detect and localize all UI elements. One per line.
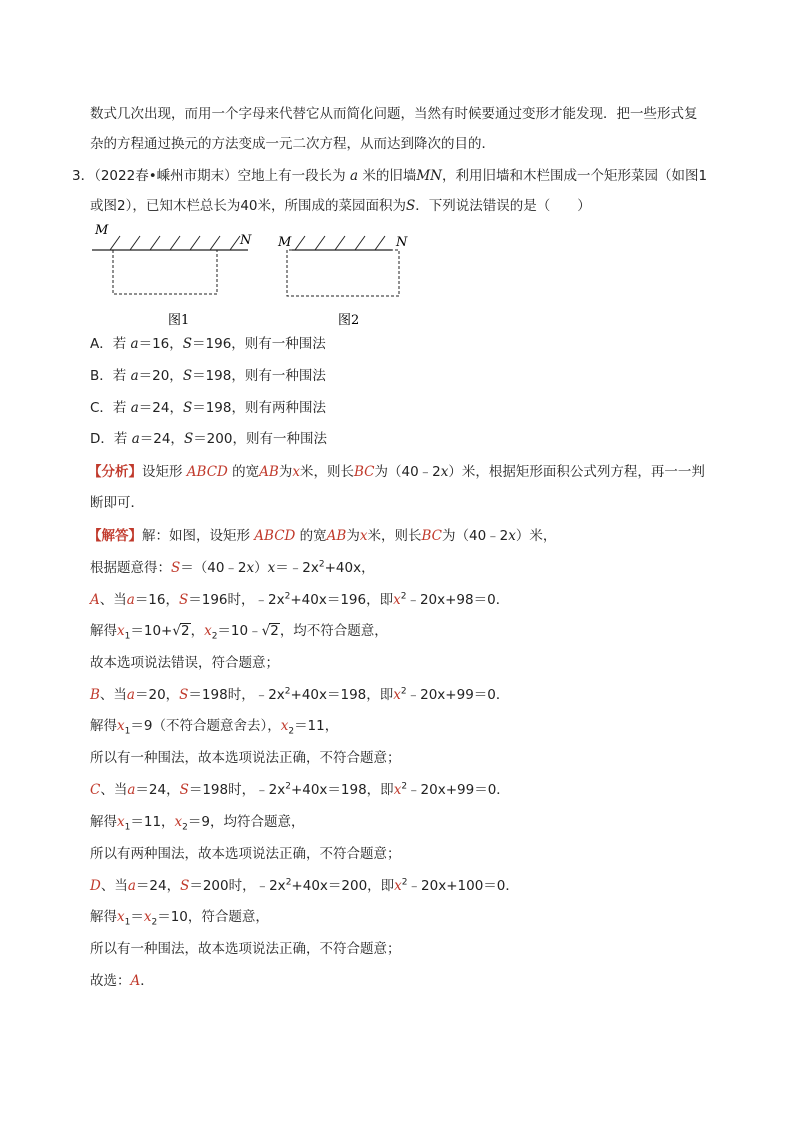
figure-1 — [92, 223, 252, 328]
final-answer: 故选：A． — [90, 973, 154, 989]
option-d: D．若 a＝24，S＝200，则有一种围法 — [90, 431, 327, 447]
analysis-line-2: 断即可． — [90, 495, 144, 511]
fig1-wall-hatch — [110, 236, 240, 250]
sqrt-symbol: √ — [172, 623, 181, 639]
case-d-line: D、当a＝24，S＝200时，$﹣2x^2+40x=200$，即$x^2﹣20x+100=0$． — [90, 877, 519, 894]
case-a-conclusion: 故本选项说法错误，符合题意； — [90, 655, 279, 671]
solution-line-2: 根据题意得：$S=(40﹣2x)x=﹣2x^2+40x$， — [90, 559, 375, 576]
question-line-2: 或图2），已知木栏总长为40米，所围成的菜园面积为S．下列说法错误的是（ ） — [90, 198, 591, 214]
fig1-label-M: M — [95, 223, 109, 238]
case-a-solve: 解得$x_1=10+√2$，$x_2=10﹣√2$，均不符合题意， — [90, 623, 388, 642]
fig1-label-N: N — [240, 233, 252, 248]
intro-line-2: 杂的方程通过换元的方法变成一元二次方程，从而达到降次的目的． — [90, 136, 495, 152]
analysis-tag: 【分析】 — [88, 464, 142, 480]
option-a: A．若 a＝16，S＝196，则有一种围法 — [90, 336, 326, 352]
case-c-line: C、当a＝24，S＝198时，$﹣2x^2+40x=198$，即$x^2﹣20x+99=0$． — [90, 781, 510, 798]
option-c: C．若 a＝24，S＝198，则有两种围法 — [90, 400, 326, 416]
case-b-solve: 解得$x_1=9$（不符合题意舍去），$x_2=11$， — [90, 718, 339, 737]
solution-tag: 【解答】 — [88, 528, 142, 544]
case-a-line: A、当a＝16，S＝196时，$﹣2x^2+40x=196$，即$x^2﹣20x+98=0$． — [90, 591, 510, 608]
question-number: 3． — [72, 168, 95, 184]
analysis-line-1: 【分析】设矩形 ABCD 的宽AB为x米，则长BC为（40﹣2x）米，根据矩形面积公式列方程，再一一判 — [88, 464, 705, 480]
case-d-solve: 解得$x_1=x_2=10$，符合题意， — [90, 909, 269, 928]
case-d-conclusion: 所以有一种围法，故本选项说法正确，不符合题意； — [90, 941, 401, 957]
figure-diagrams — [80, 222, 420, 332]
fig2-label-M: M — [278, 235, 292, 250]
option-b: B．若 a＝20，S＝198，则有一种围法 — [90, 368, 326, 384]
fig1-fence — [113, 250, 217, 294]
fig2-label-N: N — [396, 235, 408, 250]
fig1-caption: 图1 — [168, 313, 190, 328]
solution-line-1: 【解答】解：如图，设矩形 ABCD 的宽AB为x米，则长BC为（40﹣2x）米， — [88, 528, 557, 544]
case-c-conclusion: 所以有两种围法，故本选项说法正确，不符合题意； — [90, 846, 401, 862]
case-b-line: B、当a＝20，S＝198时，$﹣2x^2+40x=198$，即$x^2﹣20x+99=0$． — [90, 686, 510, 703]
question-source: （2022春•嵊州市期末） — [94, 168, 238, 184]
case-c-solve: 解得$x_1=11$，$x_2=9$，均符合题意， — [90, 814, 305, 833]
case-b-conclusion: 所以有一种围法，故本选项说法正确，不符合题意； — [90, 750, 401, 766]
fig2-wall-hatch — [295, 236, 385, 250]
figure-2 — [277, 235, 408, 328]
sqrt-symbol: √ — [261, 623, 271, 639]
question-line-1: 3．（2022春•嵊州市期末）空地上有一段长为 a 米的旧墙MN，利用旧墙和木栏围成一个矩形菜园（如图1 — [72, 168, 708, 184]
fig2-caption: 图2 — [338, 313, 360, 328]
intro-line-1: 数式几次出现，而用一个字母来代替它从而简化问题，当然有时候要通过变形才能发现．把一些形式复 — [90, 106, 698, 122]
final-answer-letter: A — [130, 973, 141, 989]
fig2-fence — [287, 250, 399, 296]
